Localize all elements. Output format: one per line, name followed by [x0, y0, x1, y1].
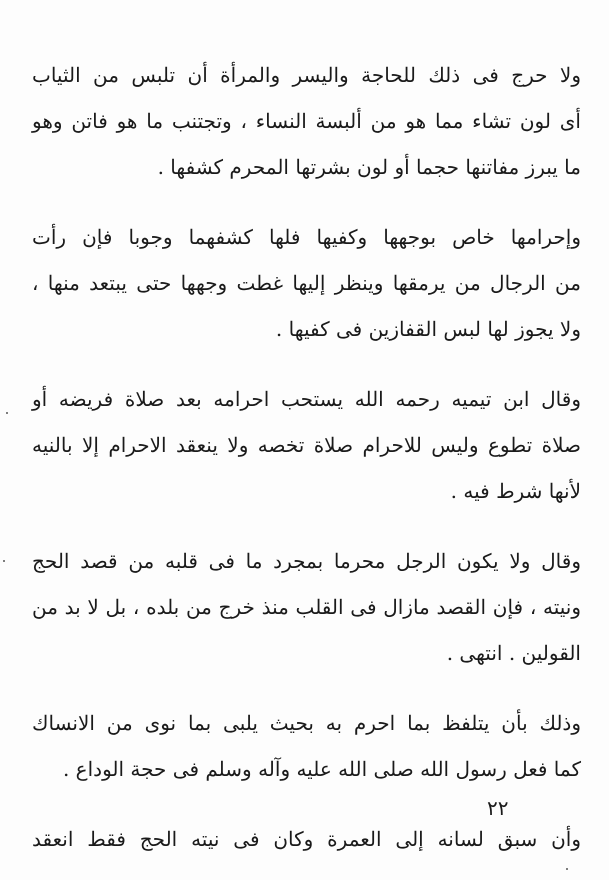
paragraph-6 — [32, 816, 581, 862]
text-line: وذلك بأن يتلفظ بما احرم به بحيث يلبى بما نوى من الانساك — [32, 711, 581, 735]
text-line: ما يبرز مفاتنها حجما أو لون بشرتها المحرم كشفها . — [157, 155, 581, 179]
paragraph-1 — [32, 52, 581, 190]
text-line: من الرجال من يرمقها وينظر إليها غطت وجهها حتى يبتعد منها ، — [32, 271, 581, 295]
text-line: وأن سبق لسانه إلى العمرة وكان فى نيته الحج فقط انعقد — [32, 827, 581, 851]
text-line: صلاة تطوع وليس للاحرام صلاة تخصه ولا ينعقد الاحرام إلا بالنيه — [32, 433, 581, 457]
text-line: وإحرامها خاص بوجهها وكفيها فلها كشفهما وجوبا فإن رأت — [32, 225, 581, 249]
page-body — [32, 52, 581, 886]
text-line: وقال ابن تيميه رحمه الله يستحب احرامه بعد صلاة فريضه أو — [32, 387, 581, 411]
text-line: ولا حرج فى ذلك للحاجة واليسر والمرأة أن تلبس من الثياب — [32, 63, 581, 87]
text-line: ونيته ، فإن القصد مازال فى القلب منذ خرج من بلده ، بل لا بد من — [32, 595, 581, 619]
paragraph-3 — [32, 376, 581, 514]
page-number: ٢٢ — [487, 796, 509, 820]
scan-speck — [566, 868, 568, 870]
text-line: كما فعل رسول الله صلى الله عليه وآله وسلم فى حجة الوداع . — [62, 757, 581, 781]
paragraph-4 — [32, 538, 581, 676]
paragraph-5 — [32, 700, 581, 792]
scan-speck — [6, 412, 8, 414]
paragraph-2 — [32, 214, 581, 352]
scan-speck — [3, 560, 5, 562]
text-line: ولا يجوز لها لبس القفازين فى كفيها . — [275, 317, 581, 341]
text-line: أى لون تشاء مما هو من ألبسة النساء ، وتجتنب ما هو فاتن وهو — [32, 109, 581, 133]
text-line: القولين . انتهى . — [446, 641, 581, 665]
text-line: لأنها شرط فيه . — [450, 479, 581, 503]
text-line: وقال ولا يكون الرجل محرما بمجرد ما فى قلبه من قصد الحج — [32, 549, 581, 573]
